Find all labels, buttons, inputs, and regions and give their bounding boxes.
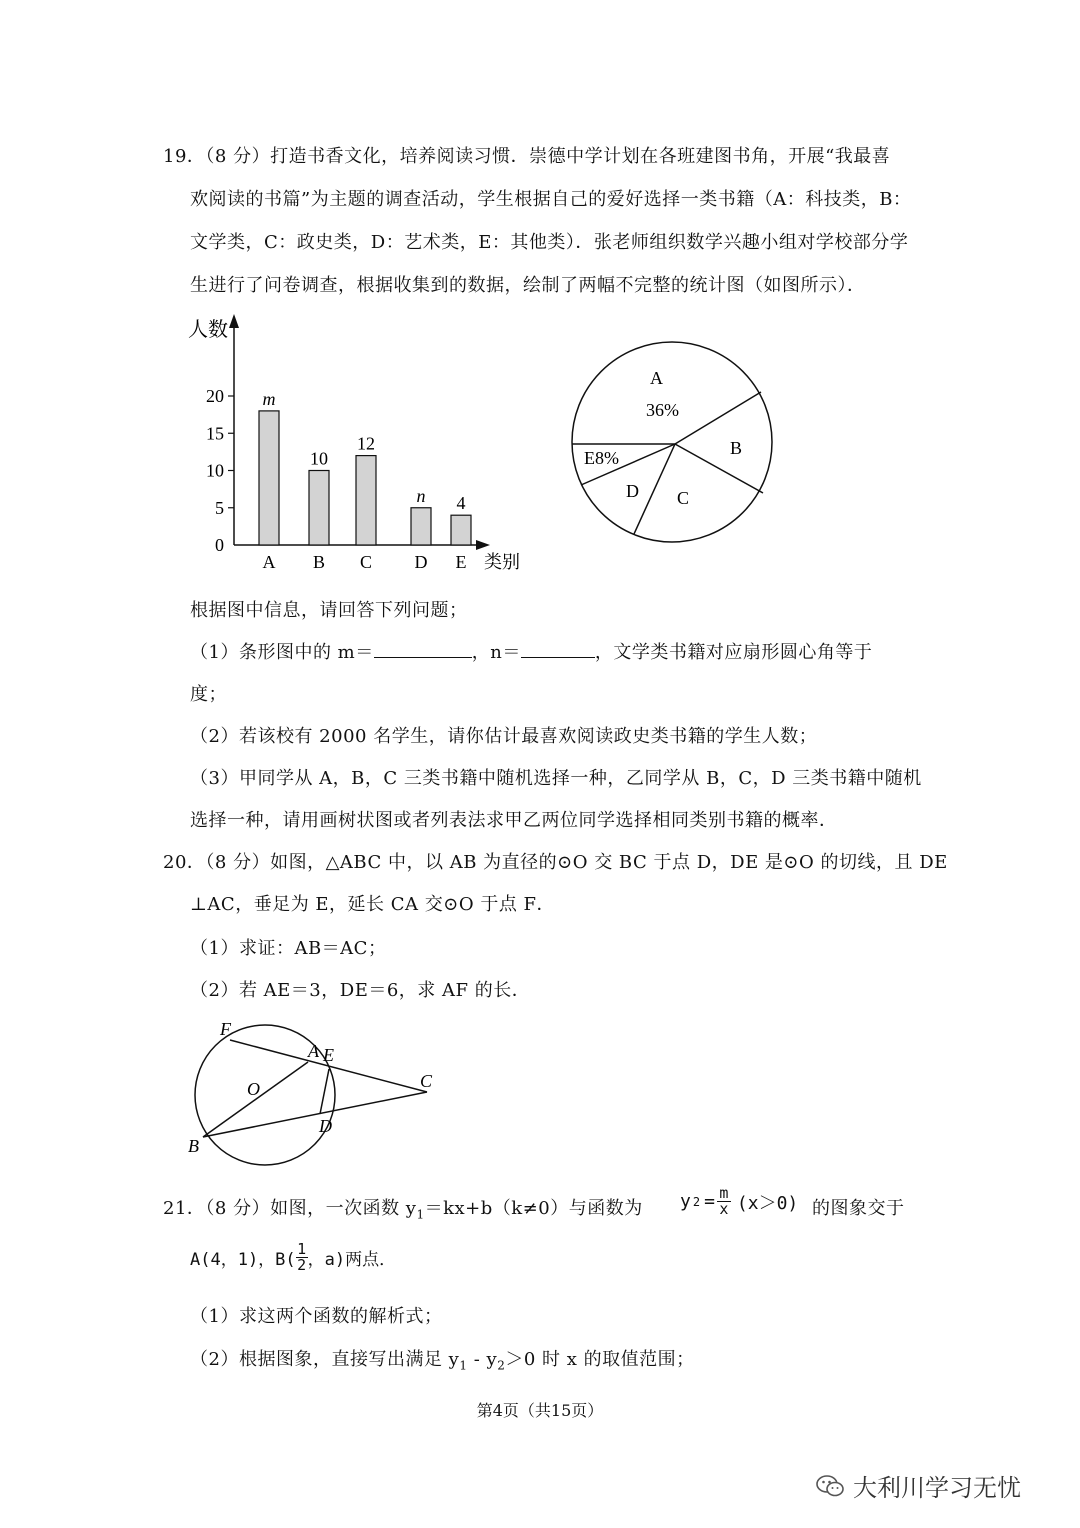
bar-chart-ylabel: 人数 bbox=[188, 319, 228, 341]
geometry-figure bbox=[180, 1015, 460, 1170]
q19-line-4: 生进行了问卷调查，根据收集到的数据，绘制了两幅不完整的统计图（如图所示）． bbox=[190, 275, 866, 296]
q19-part1 bbox=[190, 638, 872, 664]
pie-divider-cd bbox=[634, 444, 675, 534]
q20-part2: （2）若 AE＝3，DE＝6，求 AF 的长． bbox=[190, 980, 531, 1001]
half-den: 2 bbox=[297, 1256, 307, 1274]
q21-part2-a: （2）根据图象，直接写出满足 y bbox=[190, 1349, 460, 1370]
answer-blank-n bbox=[521, 641, 595, 658]
q21-line-1-a: 21．（8 分）如图，一次函数 y bbox=[163, 1198, 417, 1219]
q19-part1-b: ，n＝ bbox=[471, 642, 521, 663]
label-d: D bbox=[319, 1116, 332, 1136]
q19-part2: （2）若该校有 2000 名学生，请你估计最喜欢阅读政史类书籍的学生人数； bbox=[190, 726, 818, 747]
bar-b bbox=[309, 471, 329, 546]
points-b: ，a)两点． bbox=[307, 1250, 397, 1270]
y-axis-arrow bbox=[229, 314, 239, 328]
segment-de bbox=[320, 1069, 329, 1114]
q19-line-3: 文学类，C：政史类，D：艺术类，E：其他类）．张老师组织数学兴趣小组对学校部分学 bbox=[190, 232, 909, 253]
y2-symbol: y bbox=[680, 1191, 691, 1212]
fraction-m-over-x bbox=[717, 1186, 731, 1217]
x-tick-label: A bbox=[262, 552, 276, 572]
label-b: B bbox=[188, 1136, 199, 1156]
q21-part2: （2）根据图象，直接写出满足 $y_1 - y_2>0$ 时 x 的取值范围； bbox=[190, 1349, 695, 1373]
watermark-text: 大利川学习无忧 bbox=[853, 1474, 1021, 1502]
bar-chart bbox=[180, 310, 540, 580]
pie-chart bbox=[570, 338, 780, 550]
watermark bbox=[815, 1468, 1021, 1503]
q21-line-1-b: ＝kx+b（k≠0）与函数为 bbox=[424, 1198, 643, 1219]
q19-line-1: 19．（8 分）打造书香文化，培养阅读习惯．崇德中学计划在各班建图书角，开展“我最喜 bbox=[163, 146, 891, 167]
x-tick-label: E bbox=[455, 552, 467, 572]
q20-part1: （1）求证：AB＝AC； bbox=[190, 938, 387, 959]
q21-line-1: 21．（8 分）如图，一次函数 $y_1=kx+b(k\ne 0)$与函数为 bbox=[163, 1198, 643, 1222]
segment-bc bbox=[203, 1092, 427, 1137]
q21-function-y2: y 2 = m x (x＞0) bbox=[680, 1184, 799, 1218]
label-e: E bbox=[323, 1045, 334, 1065]
q21-part1: （1）求这两个函数的解析式； bbox=[190, 1306, 443, 1327]
pie-label-d: D bbox=[626, 481, 639, 501]
fraction-den: x bbox=[719, 1200, 729, 1218]
fraction-one-half bbox=[296, 1242, 308, 1273]
answer-blank-m bbox=[374, 641, 472, 658]
page-footer: 第4页（共15页） bbox=[476, 1401, 604, 1420]
q21-line-1-c: 的图象交于 bbox=[812, 1198, 905, 1219]
q21-points bbox=[190, 1242, 396, 1273]
pie-divider-bc bbox=[675, 444, 763, 493]
x-axis-arrow bbox=[476, 540, 490, 550]
q19-part1-a: （1）条形图中的 m＝ bbox=[190, 642, 374, 663]
pie-label-a-percent: 36% bbox=[646, 400, 679, 420]
y-tick-label: 20 bbox=[206, 386, 224, 406]
q19-intro: 根据图中信息，请回答下列问题； bbox=[190, 600, 468, 621]
pie-label-a: A bbox=[650, 368, 663, 388]
x-tick-label: C bbox=[359, 552, 373, 572]
pie-divider-ab bbox=[675, 392, 761, 444]
pie-label-b: B bbox=[730, 438, 743, 458]
y-tick-label: 10 bbox=[206, 460, 224, 481]
bar-data-label-c: 12 bbox=[357, 433, 375, 454]
y-tick-label: 5 bbox=[215, 497, 224, 518]
bar-a bbox=[259, 411, 279, 545]
y-tick-label: 0 bbox=[215, 535, 224, 555]
label-a: A bbox=[308, 1041, 319, 1061]
domain-condition: (x＞0) bbox=[736, 1192, 799, 1214]
q19-line-2: 欢阅读的书篇”为主题的调查活动，学生根据自己的爱好选择一类书籍（A：科技类，B： bbox=[190, 189, 912, 210]
wechat-icon bbox=[815, 1473, 845, 1499]
q19-part1-c: ，文学类书籍对应扇形圆心角等于 bbox=[594, 642, 873, 663]
pie-label-c: C bbox=[677, 488, 690, 508]
label-f: F bbox=[220, 1019, 231, 1039]
y-tick-label: 15 bbox=[206, 423, 224, 444]
q19-part3-a: （3）甲同学从 A，B，C 三类书籍中随机选择一种，乙同学从 B，C，D 三类书籍中随机 bbox=[190, 768, 922, 789]
bar-data-label-e: 4 bbox=[456, 493, 466, 514]
q21-part2-c: ＞0 时 x 的取值范围； bbox=[505, 1349, 695, 1370]
q19-part1-end: 度； bbox=[190, 684, 227, 705]
fraction-num: m bbox=[719, 1184, 729, 1202]
bar-data-label-a: m bbox=[262, 388, 276, 409]
bar-c bbox=[356, 456, 376, 545]
bar-data-label-b: 10 bbox=[310, 448, 328, 469]
half-num: 1 bbox=[297, 1240, 307, 1258]
q21-part2-b: - y bbox=[467, 1349, 498, 1370]
bar-chart-xlabel: 类别 bbox=[484, 552, 520, 572]
q19-part3-b: 选择一种，请用画树状图或者列表法求甲乙两位同学选择相同类别书籍的概率． bbox=[190, 810, 838, 831]
q20-line-1: 20．（8 分）如图，△ABC 中，以 AB 为直径的⊙O 交 BC 于点 D，DE 是⊙O 的切线，且 DE bbox=[163, 852, 948, 873]
label-o: O bbox=[247, 1079, 260, 1099]
x-tick-label: D bbox=[414, 552, 428, 572]
bar-d bbox=[411, 508, 431, 545]
bar-e bbox=[451, 515, 471, 545]
x-tick-label: B bbox=[312, 552, 326, 572]
bar-data-label-d: n bbox=[416, 485, 426, 506]
pie-label-e: E8% bbox=[584, 448, 619, 468]
label-c: C bbox=[420, 1071, 433, 1091]
q20-line-2: ⊥AC，垂足为 E，延长 CA 交⊙O 于点 F． bbox=[190, 894, 556, 915]
points-a: A(4，1)，B( bbox=[190, 1250, 296, 1270]
